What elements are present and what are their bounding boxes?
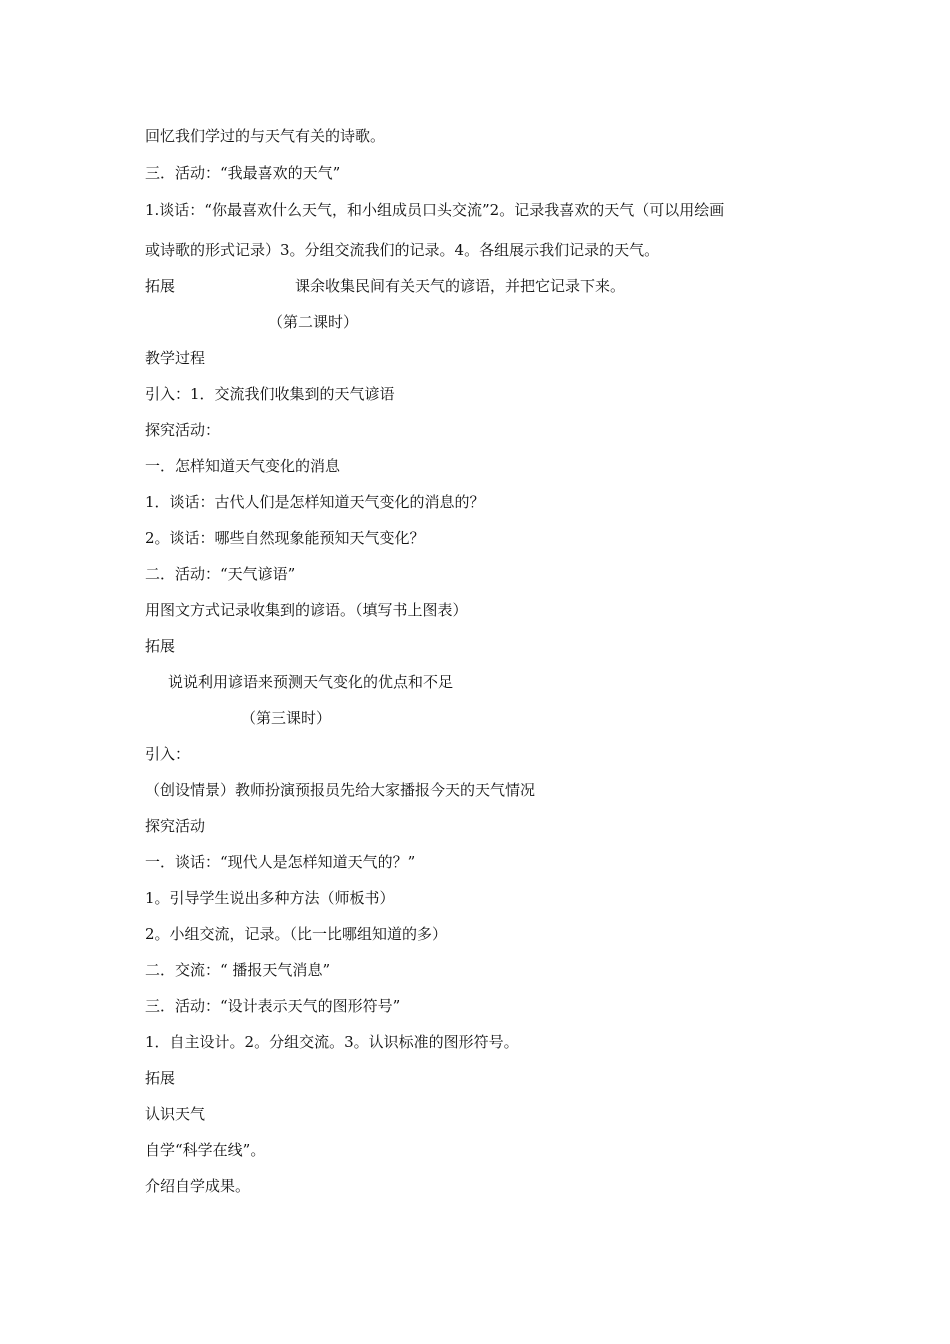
section-heading: 一．谈话：“现代人是怎样知道天气的？”	[145, 853, 416, 871]
text-line: 介绍自学成果。	[145, 1177, 251, 1195]
text-line: 1．谈话：古代人们是怎样知道天气变化的消息的？	[145, 493, 485, 511]
text-line: 说说利用谚语来预测天气变化的优点和不足	[168, 673, 454, 691]
lesson-title: （第三课时）	[241, 709, 332, 727]
section-heading: 探究活动	[145, 817, 206, 835]
section-heading: 拓展	[145, 637, 176, 655]
extension-text: 课余收集民间有关天气的谚语，并把它记录下来。	[295, 277, 626, 295]
text-line: 1.谈话：“你最喜欢什么天气，和小组成员口头交流”2。记录我喜欢的天气（可以用绘画	[145, 201, 725, 219]
text-line: 引入：1．交流我们收集到的天气谚语	[145, 385, 395, 403]
text-line: 用图文方式记录收集到的谚语。（填写书上图表）	[145, 601, 468, 619]
lesson-title: （第二课时）	[268, 313, 359, 331]
section-heading: 探究活动：	[145, 421, 221, 439]
section-heading: 三．活动：“我最喜欢的天气”	[145, 164, 341, 182]
section-heading: 拓展	[145, 1069, 176, 1087]
text-line: 1。引导学生说出多种方法（师板书）	[145, 889, 395, 907]
text-line: 或诗歌的形式记录）3。分组交流我们的记录。4。各组展示我们记录的天气。	[145, 241, 660, 259]
text-line: 认识天气	[145, 1105, 206, 1123]
section-heading: 二．活动：“天气谚语”	[145, 565, 296, 583]
section-heading: 三．活动：“设计表示天气的图形符号”	[145, 997, 401, 1015]
text-line: 1．自主设计。2。分组交流。3。认识标准的图形符号。	[145, 1033, 519, 1051]
section-heading: 引入：	[145, 745, 191, 763]
text-line: （创设情景）教师扮演预报员先给大家播报今天的天气情况	[145, 781, 536, 799]
text-line: 自学“科学在线”。	[145, 1141, 266, 1159]
text-line: 2。小组交流，记录。（比一比哪组知道的多）	[145, 925, 448, 943]
text-line: 回忆我们学过的与天气有关的诗歌。	[145, 127, 386, 145]
text-line: 2。谈话：哪些自然现象能预知天气变化？	[145, 529, 425, 547]
section-heading: 二．交流：“ 播报天气消息”	[145, 961, 331, 979]
section-heading: 教学过程	[145, 349, 206, 367]
section-heading: 一．怎样知道天气变化的消息	[145, 457, 341, 475]
extension-line	[145, 276, 625, 296]
extension-label: 拓展	[145, 277, 176, 295]
